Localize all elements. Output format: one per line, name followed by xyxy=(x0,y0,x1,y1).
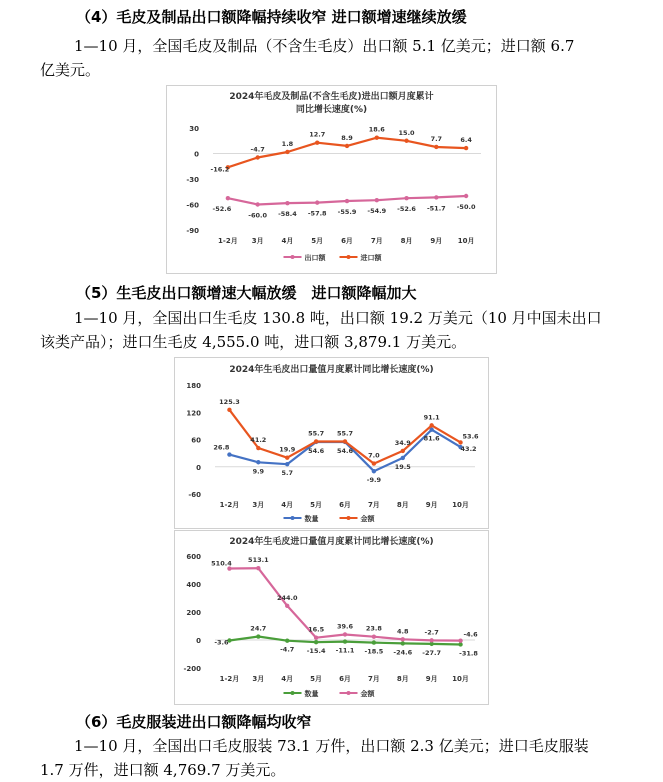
chart-fur-products-svg xyxy=(167,86,496,273)
data-point xyxy=(285,201,289,205)
data-point xyxy=(401,449,405,453)
data-label: 7.0 xyxy=(368,451,380,460)
data-label: -11.1 xyxy=(335,646,355,655)
data-label: 54.6 xyxy=(336,446,354,455)
data-label: -15.4 xyxy=(306,647,326,656)
x-tick-label: 10月 xyxy=(452,501,469,509)
legend-label: 金额 xyxy=(360,690,375,698)
data-point xyxy=(285,462,289,466)
section6-heading: （6）毛皮服装进出口额降幅均收窄 xyxy=(76,713,312,731)
x-tick-label: 3月 xyxy=(251,237,264,245)
section4-heading: （4）毛皮及制品出口额降幅持续收窄 进口额增速继续放缓 xyxy=(76,8,467,26)
y-tick-label: 0 xyxy=(194,150,199,159)
chart-title: 2024年生毛皮出口量值月度累计同比增长速度(%) xyxy=(229,365,434,375)
data-label: 54.6 xyxy=(308,446,325,455)
data-point xyxy=(226,196,230,200)
data-point xyxy=(372,640,376,644)
data-label: 81.6 xyxy=(423,434,440,443)
section5-para-line2: 该类产品）；进口生毛皮 4,555.0 吨，进口额 3,879.1 万美元。 xyxy=(40,333,467,351)
x-tick-label: 1-2月 xyxy=(219,675,240,683)
data-point xyxy=(314,640,318,644)
x-tick-label: 7月 xyxy=(370,237,383,245)
data-label: 43.2 xyxy=(460,445,477,454)
y-tick-label: 0 xyxy=(196,637,201,645)
data-point xyxy=(372,634,376,638)
x-tick-label: 10月 xyxy=(457,237,475,245)
data-point xyxy=(434,195,438,199)
section4-para-line2: 亿美元。 xyxy=(40,61,101,79)
x-tick-label: 5月 xyxy=(310,675,323,683)
x-tick-label: 4月 xyxy=(281,501,294,509)
legend-marker xyxy=(347,255,351,259)
data-point xyxy=(285,604,289,608)
data-label: 510.4 xyxy=(211,559,232,568)
legend-label: 金额 xyxy=(360,515,375,523)
data-point xyxy=(434,145,438,149)
legend-label: 数量 xyxy=(304,690,319,698)
data-label: -54.9 xyxy=(367,207,387,216)
y-tick-label: -90 xyxy=(186,227,199,235)
x-tick-label: 4月 xyxy=(281,675,294,683)
data-point xyxy=(345,144,349,148)
data-label: 34.9 xyxy=(394,438,411,447)
x-tick-label: 5月 xyxy=(311,237,324,245)
data-point xyxy=(256,460,260,464)
x-tick-label: 3月 xyxy=(252,501,265,509)
x-tick-label: 7月 xyxy=(367,501,380,509)
legend-marker xyxy=(347,516,351,520)
data-point xyxy=(285,150,289,154)
x-tick-label: 1-2月 xyxy=(219,501,240,509)
data-label: -9.9 xyxy=(366,476,381,485)
x-tick-label: 7月 xyxy=(367,675,380,683)
y-tick-label: 200 xyxy=(186,609,201,617)
legend-label: 数量 xyxy=(304,515,319,523)
data-label: 24.7 xyxy=(250,624,267,633)
legend-marker xyxy=(291,691,295,695)
section5-heading: （5）生毛皮出口额增速大幅放缓 进口额降幅加大 xyxy=(76,284,417,302)
data-label: 15.0 xyxy=(398,128,415,137)
y-tick-label: -30 xyxy=(186,176,199,184)
data-point xyxy=(401,637,405,641)
data-label: -4.7 xyxy=(250,145,265,154)
data-label: 8.9 xyxy=(341,133,353,142)
data-label: -24.6 xyxy=(393,648,413,657)
legend-label: 进口额 xyxy=(360,254,382,262)
data-point xyxy=(429,638,433,642)
data-point xyxy=(401,456,405,460)
y-tick-label: 30 xyxy=(189,125,199,133)
x-tick-label: 4月 xyxy=(281,237,294,245)
data-label: 19.5 xyxy=(394,462,411,471)
data-point xyxy=(285,638,289,642)
legend-marker xyxy=(291,516,295,520)
data-label: 53.6 xyxy=(462,432,479,441)
data-label: 91.1 xyxy=(423,413,440,422)
data-label: -16.2 xyxy=(210,165,230,174)
data-label: 16.5 xyxy=(308,625,325,634)
data-point xyxy=(429,423,433,427)
data-point xyxy=(256,566,260,570)
data-label: 125.3 xyxy=(219,397,240,406)
data-label: 1.8 xyxy=(281,139,294,148)
data-label: -50.0 xyxy=(456,203,476,211)
data-point xyxy=(343,439,347,443)
data-label: 55.7 xyxy=(336,429,354,438)
data-point xyxy=(285,456,289,460)
data-label: -31.8 xyxy=(459,649,478,658)
x-tick-label: 9月 xyxy=(425,675,438,683)
section6-paragraph xyxy=(40,734,636,782)
data-point xyxy=(458,440,462,444)
data-point xyxy=(401,641,405,645)
data-point xyxy=(315,141,319,145)
data-label: 6.4 xyxy=(460,136,472,145)
data-point xyxy=(314,439,318,443)
data-point xyxy=(372,469,376,473)
x-tick-label: 9月 xyxy=(425,501,438,509)
x-tick-label: 8月 xyxy=(396,501,409,509)
data-label: -4.6 xyxy=(463,630,478,639)
data-point xyxy=(227,408,231,412)
x-tick-label: 6月 xyxy=(341,237,353,245)
data-label: 19.9 xyxy=(279,445,296,454)
data-point xyxy=(345,199,349,203)
legend-label: 出口额 xyxy=(304,254,326,262)
x-tick-label: 5月 xyxy=(310,501,323,509)
data-label: 7.7 xyxy=(430,134,443,143)
x-tick-label: 9月 xyxy=(430,237,443,245)
y-tick-label: 0 xyxy=(196,463,201,472)
data-label: 12.7 xyxy=(309,130,326,139)
data-label: -4.7 xyxy=(280,645,295,654)
chart-title: 2024年生毛皮进口量值月度累计同比增长速度(%) xyxy=(229,537,434,547)
chart-title: 2024年毛皮及制品(不含生毛皮)进出口额月度累计 xyxy=(229,92,434,102)
section5-para-line1: 1—10 月，全国出口生毛皮 130.8 吨，出口额 19.2 万美元（10 月中国未出口 xyxy=(74,309,602,327)
data-point xyxy=(255,155,259,159)
data-label: 41.2 xyxy=(250,436,267,445)
y-tick-label: 600 xyxy=(186,553,201,561)
chart-raw-fur-export-svg xyxy=(175,358,488,528)
data-label: -57.8 xyxy=(307,209,327,218)
x-tick-label: 1-2月 xyxy=(218,237,238,245)
data-label: 513.1 xyxy=(248,556,269,565)
data-label: 244.0 xyxy=(276,593,298,602)
data-label: 5.7 xyxy=(281,469,293,478)
data-label: -52.6 xyxy=(212,205,232,214)
data-label: -18.5 xyxy=(364,647,384,656)
data-label: -27.7 xyxy=(422,648,442,657)
y-tick-label: 60 xyxy=(191,436,201,445)
data-label: -51.7 xyxy=(426,204,446,213)
data-point xyxy=(227,452,231,456)
x-tick-label: 8月 xyxy=(400,237,413,245)
section4-para-line1: 1—10 月，全国毛皮及制品（不含生毛皮）出口额 5.1 亿美元；进口额 6.7 xyxy=(74,37,575,55)
data-point xyxy=(464,146,468,150)
section4-paragraph xyxy=(40,34,636,82)
data-label: 9.9 xyxy=(252,467,265,476)
data-point xyxy=(314,635,318,639)
data-label: 4.8 xyxy=(397,627,409,636)
y-tick-label: -60 xyxy=(188,491,201,499)
data-point xyxy=(375,135,379,139)
y-tick-label: 120 xyxy=(186,409,201,418)
data-label: 23.8 xyxy=(365,624,382,633)
y-tick-label: 400 xyxy=(186,581,201,589)
chart-raw-fur-import-svg xyxy=(175,531,488,704)
legend-marker xyxy=(347,691,351,695)
y-tick-label: -60 xyxy=(186,201,199,210)
data-point xyxy=(404,139,408,143)
data-point xyxy=(255,202,259,206)
data-label: 39.6 xyxy=(336,622,354,631)
data-label: 18.6 xyxy=(368,125,385,134)
x-tick-label: 3月 xyxy=(252,675,265,683)
data-point xyxy=(343,639,347,643)
chart-fur-products xyxy=(166,85,497,274)
data-point xyxy=(256,446,260,450)
data-label: -60.0 xyxy=(248,211,268,220)
y-tick-label: -200 xyxy=(183,665,201,673)
x-tick-label: 6月 xyxy=(339,675,351,683)
section5-paragraph xyxy=(40,306,636,354)
data-point xyxy=(458,638,462,642)
x-tick-label: 10月 xyxy=(452,675,469,683)
data-point xyxy=(458,642,462,646)
section6-para-line2: 1.7 万件，进口额 4,769.7 万美元。 xyxy=(40,761,286,779)
chart-raw-fur-import xyxy=(174,530,489,705)
data-label: 55.7 xyxy=(308,429,325,438)
chart-subtitle: 同比增长速度(%) xyxy=(295,105,368,115)
x-tick-label: 6月 xyxy=(339,501,351,509)
data-label: -3.6 xyxy=(214,638,229,647)
data-label: 26.8 xyxy=(213,443,230,452)
chart-raw-fur-export xyxy=(174,357,489,529)
data-point xyxy=(372,461,376,465)
data-label: -58.4 xyxy=(278,210,297,219)
x-tick-label: 8月 xyxy=(396,675,409,683)
data-label: -2.7 xyxy=(424,628,439,637)
data-point xyxy=(404,196,408,200)
data-point xyxy=(464,194,468,198)
y-tick-label: 180 xyxy=(186,382,201,390)
legend-marker xyxy=(291,255,295,259)
data-point xyxy=(375,198,379,202)
data-label: -52.6 xyxy=(397,205,416,214)
data-point xyxy=(256,634,260,638)
data-label: -55.9 xyxy=(337,208,357,217)
data-point xyxy=(343,632,347,636)
section6-para-line1: 1—10 月，全国出口毛皮服装 73.1 万件，出口额 2.3 亿美元；进口毛皮服装 xyxy=(74,737,589,755)
data-point xyxy=(315,200,319,204)
